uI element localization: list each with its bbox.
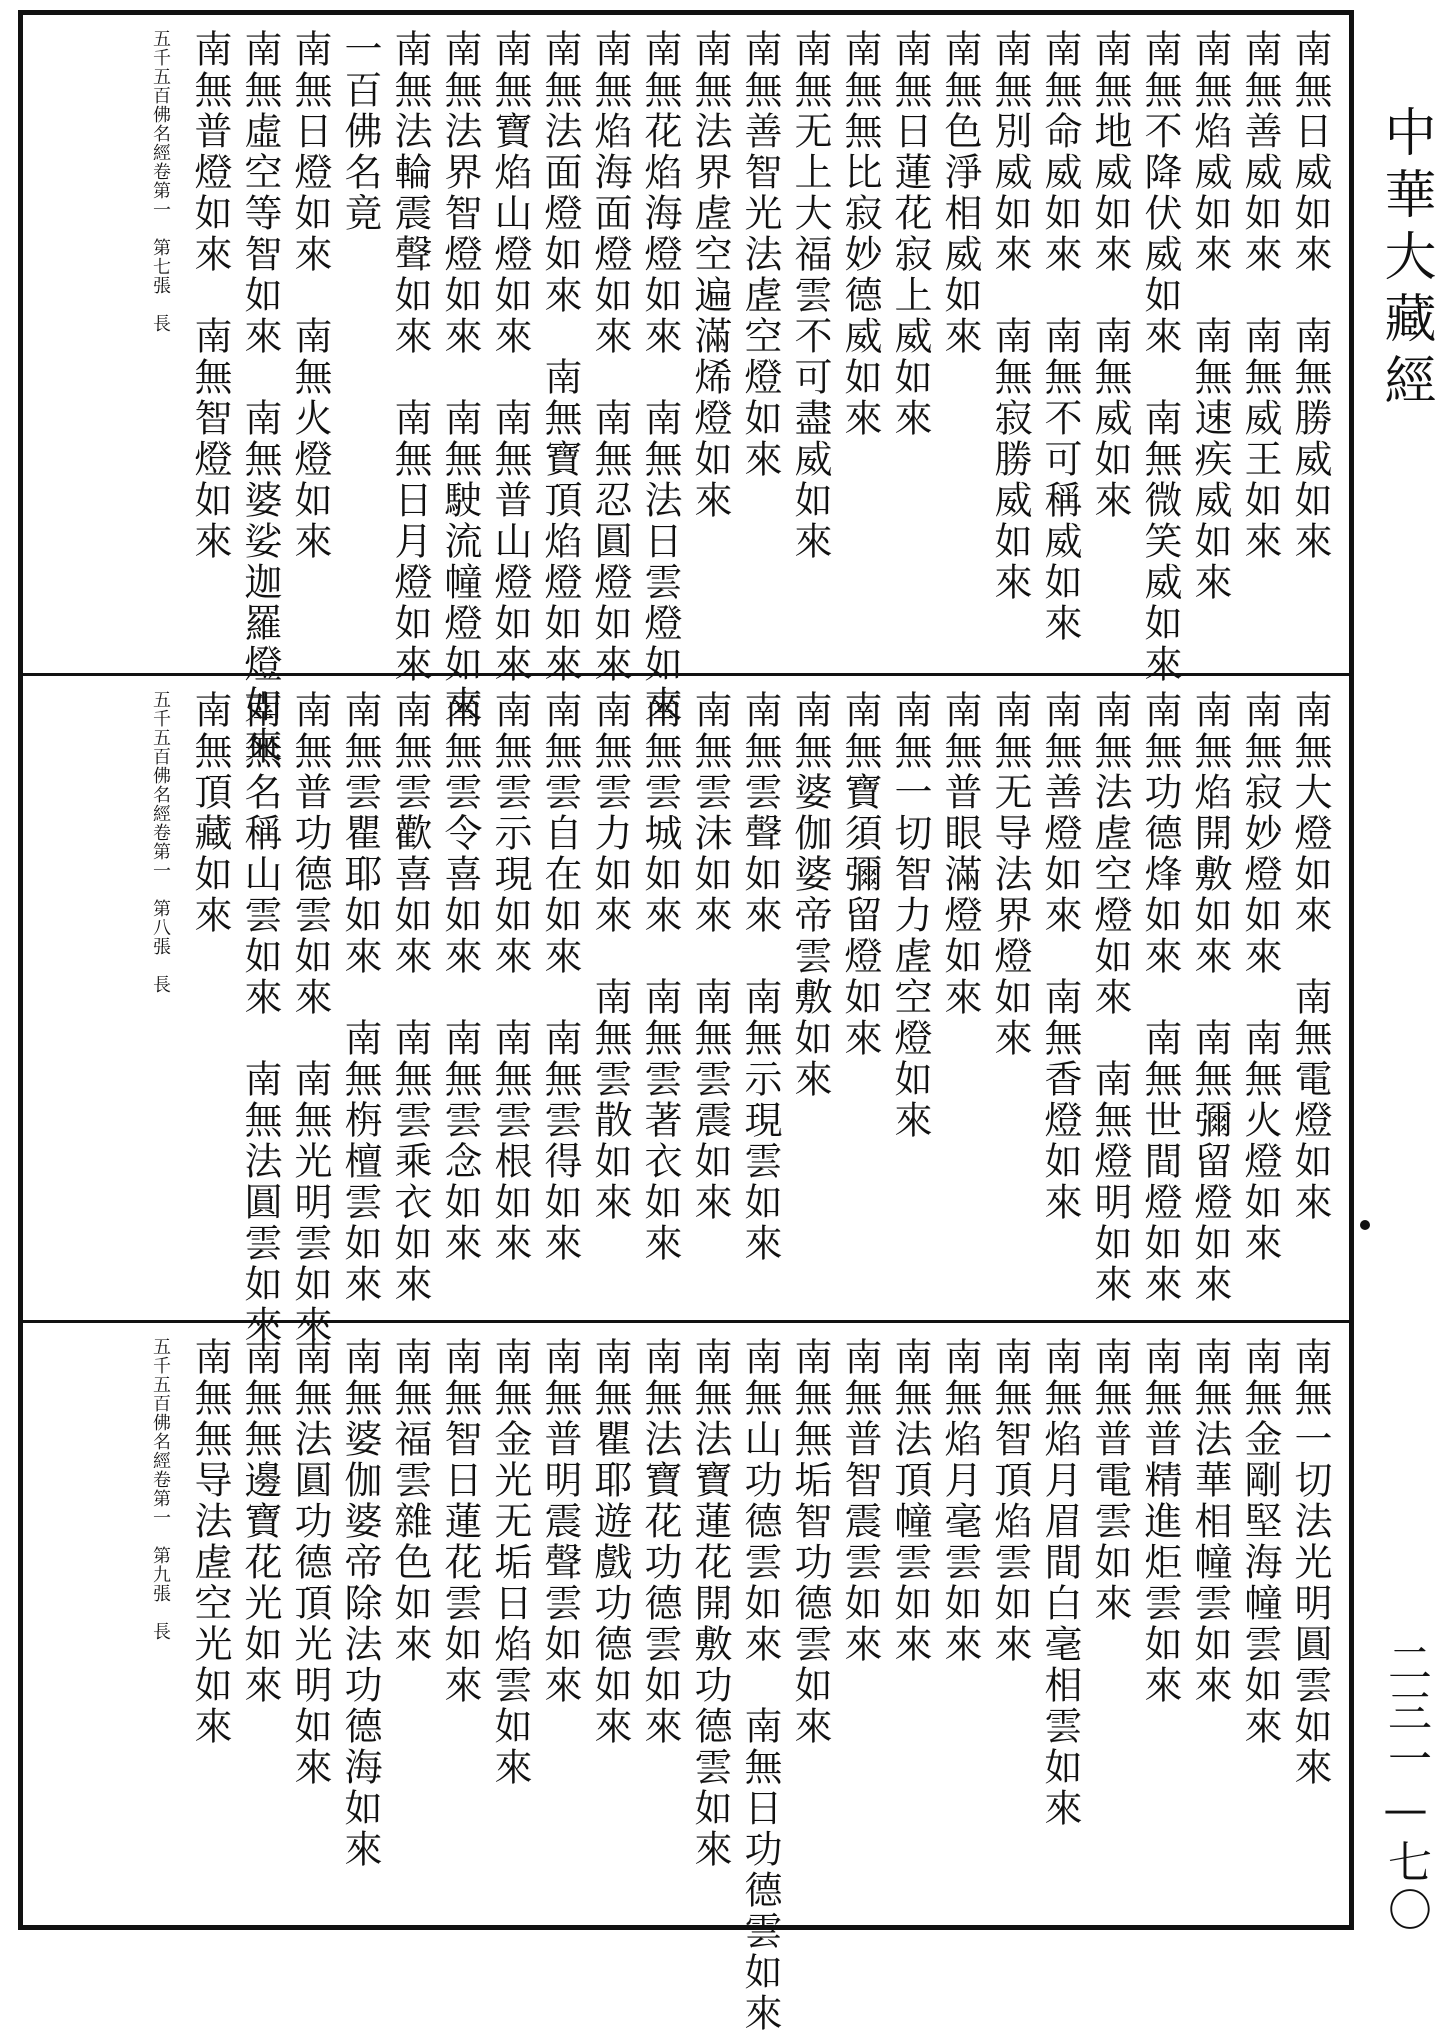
text-column: 南無無垢智功德雲如來 [788, 1337, 832, 1747]
page-frame [18, 10, 1354, 2034]
text-column: 南無名稱山雲如來 南無法圓雲如來 [238, 690, 282, 1346]
text-column: 南無雲城如來 南無雲著衣如來 [638, 690, 682, 1264]
text-column: 南無无导法界燈如來 [988, 690, 1032, 1059]
text-column: 南無雲力如來 南無雲散如來 [588, 690, 632, 1223]
text-column: 南無婆伽婆帝除法功德海如來 [338, 1337, 382, 1870]
text-column: 南無善威如來 南無威王如來 [1238, 29, 1282, 562]
text-column: 南無焰月毫雲如來 [938, 1337, 982, 1665]
text-column: 南無日威如來 南無勝威如來 [1288, 29, 1332, 562]
text-column: 南無法頂幢雲如來 [888, 1337, 932, 1665]
text-column: 南無寂妙燈如來 南無火燈如來 [1238, 690, 1282, 1264]
text-column: 南無別威如來 南無寂勝威如來 [988, 29, 1032, 603]
text-column: 南無焰海面燈如來 南無忍圓燈如來 [588, 29, 632, 685]
text-column: 南無雲歡喜如來 南無雲乘衣如來 [388, 690, 432, 1305]
text-column: 南無普功德雲如來 南無光明雲如來 [288, 690, 332, 1346]
text-column: 南無不降伏威如來 南無微笑威如來 [1138, 29, 1182, 685]
text-column: 南無法華相幢雲如來 [1188, 1337, 1232, 1706]
text-column: 南無法圓功德頂光明如來 [288, 1337, 332, 1788]
text-column: 南無法寶蓮花開敷功德雲如來 [688, 1337, 732, 1870]
binding-hole-dot [1360, 1220, 1370, 1230]
text-column: 南無焰開敷如來 南無彌留燈如來 [1188, 690, 1232, 1305]
text-column: 南無一切法光明圓雲如來 [1288, 1337, 1332, 1788]
text-column: 南無頂藏如來 [188, 690, 232, 936]
text-column: 南無功德烽如來 南無世間燈如來 [1138, 690, 1182, 1305]
text-column: 南無寶須彌留燈如來 [838, 690, 882, 1059]
text-column: 南無地威如來 南無威如來 [1088, 29, 1132, 521]
text-column: 南無普電雲如來 [1088, 1337, 1132, 1624]
text-column: 南無金光无垢日焰雲如來 [488, 1337, 532, 1788]
page-number: 二三一—七〇 [1380, 1640, 1431, 1935]
panel-page-8 [23, 673, 1349, 1346]
text-column: 南無命威如來 南無不可稱威如來 [1038, 29, 1082, 644]
text-columns [37, 1337, 1335, 2034]
panel-page-9 [23, 1320, 1349, 2034]
page-footnote: 五千五百佛名經卷第一 第七張 長 [150, 29, 171, 333]
text-column: 南無焰威如來 南無速疾威如來 [1188, 29, 1232, 603]
text-columns [37, 29, 1335, 767]
text-column: 南無智日蓮花雲如來 [438, 1337, 482, 1706]
text-column: 南無雲自在如來 南無雲得如來 [538, 690, 582, 1264]
text-column: 南無色淨相威如來 [938, 29, 982, 357]
text-column: 南無無邊寶花光如來 [238, 1337, 282, 1706]
text-column: 南無善智光法虗空燈如來 [738, 29, 782, 480]
text-column: 南無日燈如來 南無火燈如來 [288, 29, 332, 562]
text-column: 南無福雲雜色如來 [388, 1337, 432, 1665]
text-column: 南無普燈如來 南無智燈如來 [188, 29, 232, 562]
text-column: 南無焰月眉間白毫相雲如來 [1038, 1337, 1082, 1829]
text-column: 南無雲沫如來 南無雲震如來 [688, 690, 732, 1223]
text-column: 南無金剛堅海幢雲如來 [1238, 1337, 1282, 1747]
text-columns [37, 690, 1335, 1346]
text-column: 南無智頂焰雲如來 [988, 1337, 1032, 1665]
page-footnote: 五千五百佛名經卷第一 第八張 長 [150, 690, 171, 994]
text-column: 南無普智震雲如來 [838, 1337, 882, 1665]
text-column: 南無法界智燈如來 南無駛流幢燈如來 [438, 29, 482, 726]
text-column: 南無虛空等智如來 南無婆娑迦羅燈如來 [238, 29, 282, 767]
text-column: 南無寶焰山燈如來 南無普山燈如來 [488, 29, 532, 685]
collection-title: 中華大藏經 [1375, 105, 1435, 415]
text-column: 南無法虗空燈如來 南無燈明如來 [1088, 690, 1132, 1305]
text-column: 南無雲瞿耶如來 南無栴檀雲如來 [338, 690, 382, 1305]
page-footnote: 五千五百佛名經卷第一 第九張 長 [150, 1337, 171, 1641]
text-column: 南無无上大福雲不可盡威如來 [788, 29, 832, 562]
text-column: 南無普精進炬雲如來 [1138, 1337, 1182, 1706]
panel-page-7 [23, 15, 1349, 767]
text-column: 南無法面燈如來 南無寶頂焰燈如來 [538, 29, 582, 685]
text-column: 南無無导法虗空光如來 [188, 1337, 232, 1747]
text-column: 南無花焰海燈如來 南無法日雲燈如來 [638, 29, 682, 726]
text-column: 南無無比寂妙德威如來 [838, 29, 882, 439]
text-column: 南無日蓮花寂上威如來 [888, 29, 932, 439]
text-column: 南無雲示現如來 南無雲根如來 [488, 690, 532, 1264]
text-column: 南無一切智力虗空燈如來 [888, 690, 932, 1141]
text-column: 南無雲令喜如來 南無雲念如來 [438, 690, 482, 1264]
text-column: 南無法輪震聲如來 南無日月燈如來 [388, 29, 432, 685]
text-column: 南無婆伽婆帝雲敷如來 [788, 690, 832, 1100]
section-end-marker: 一百佛名竟 [338, 29, 382, 234]
text-column: 南無雲聲如來 南無示現雲如來 [738, 690, 782, 1264]
text-column: 南無法寶花功德雲如來 [638, 1337, 682, 1747]
text-column: 南無瞿耶遊戲功德如來 [588, 1337, 632, 1747]
text-column: 南無善燈如來 南無香燈如來 [1038, 690, 1082, 1223]
text-column: 南無大燈如來 南無電燈如來 [1288, 690, 1332, 1223]
text-column: 南無普眼滿燈如來 [938, 690, 982, 1018]
text-column: 南無法界虗空遍滿烯燈如來 [688, 29, 732, 521]
text-column: 南無普明震聲雲如來 [538, 1337, 582, 1706]
text-column: 南無山功德雲如來 南無日功德雲如來 [738, 1337, 782, 2034]
